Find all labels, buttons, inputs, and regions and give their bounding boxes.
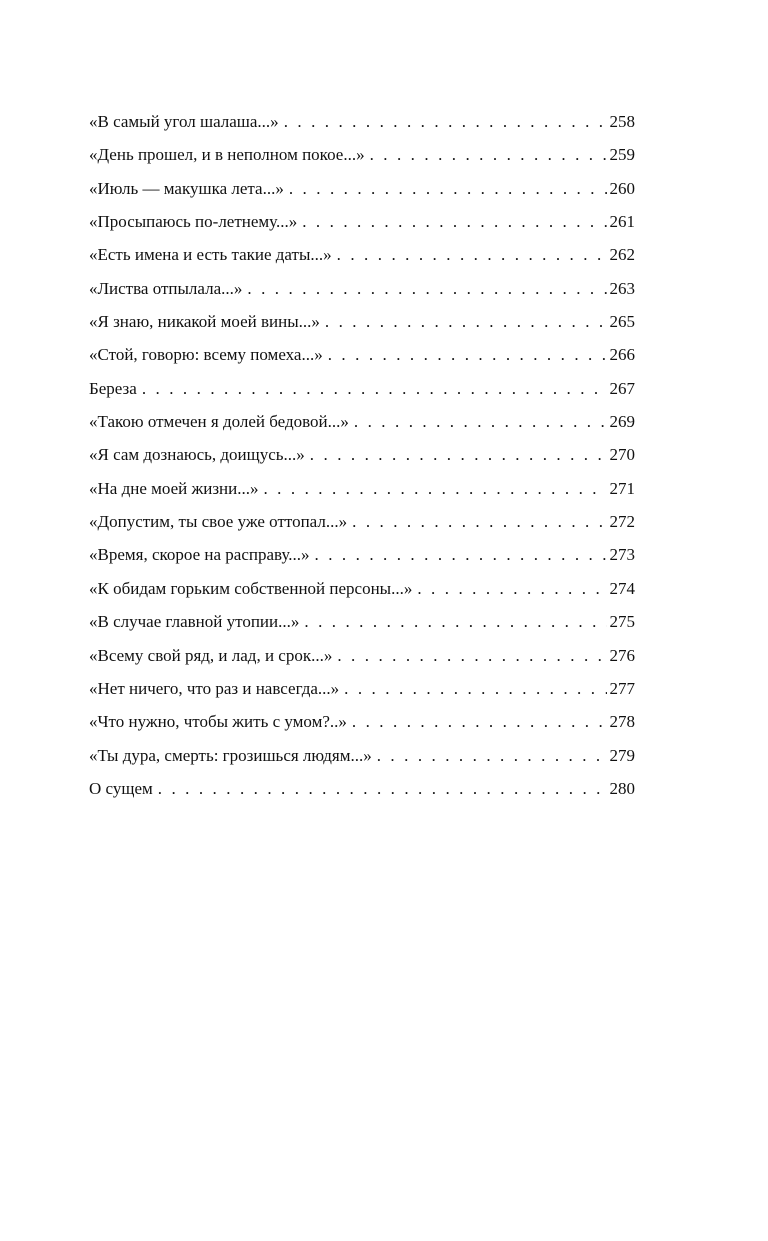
toc-entry bbox=[89, 579, 635, 612]
toc-entry-title: «Июль — макушка лета...» bbox=[89, 178, 284, 198]
toc-entry-title: «Ты дура, смерть: грозишься людям...» bbox=[89, 745, 372, 765]
toc-entry bbox=[89, 479, 635, 512]
toc-entry-title: «К обидам горьким собственной персоны...» bbox=[89, 578, 413, 598]
dot-leader bbox=[304, 612, 606, 632]
toc-entry-title: «Я знаю, никакой моей вины...» bbox=[89, 312, 320, 332]
toc-entry-page-number: 263 bbox=[609, 278, 635, 298]
toc-entry bbox=[89, 646, 635, 679]
toc-entry-page-number: 265 bbox=[609, 312, 635, 332]
toc-entry bbox=[89, 545, 635, 578]
toc-entry-title: «Просыпаюсь по-летнему...» bbox=[89, 212, 298, 232]
toc-entry-title: «В случае главной утопии...» bbox=[89, 612, 300, 632]
toc-entry-page-number: 261 bbox=[609, 212, 635, 232]
dot-leader bbox=[302, 212, 606, 232]
dot-leader bbox=[263, 479, 606, 499]
dot-leader bbox=[289, 179, 607, 199]
toc-entry-title: «Такою отмечен я долей бедовой...» bbox=[89, 412, 349, 432]
toc-entry bbox=[89, 245, 635, 278]
toc-entry-page-number: 280 bbox=[609, 778, 635, 798]
toc-entry-page-number: 279 bbox=[609, 745, 635, 765]
dot-leader bbox=[377, 746, 607, 766]
toc-entry-page-number: 259 bbox=[609, 145, 635, 165]
toc-entry bbox=[89, 345, 635, 378]
toc-entry-page-number: 258 bbox=[609, 112, 635, 131]
toc-entry bbox=[89, 112, 635, 145]
dot-leader bbox=[284, 112, 607, 132]
dot-leader bbox=[337, 646, 606, 666]
toc-entry bbox=[89, 712, 635, 745]
dot-leader bbox=[328, 345, 607, 365]
toc-entry-title: Береза bbox=[89, 378, 137, 398]
toc-entry-page-number: 266 bbox=[609, 345, 635, 365]
dot-leader bbox=[158, 779, 607, 799]
toc-entry-title: «Я сам дознаюсь, доищусь...» bbox=[89, 445, 305, 465]
toc-entry-title: «Листва отпылала...» bbox=[89, 278, 243, 298]
dot-leader bbox=[344, 679, 606, 699]
toc-entry bbox=[89, 512, 635, 545]
toc-entry-page-number: 272 bbox=[609, 512, 635, 532]
dot-leader bbox=[325, 312, 607, 332]
dot-leader bbox=[247, 279, 606, 299]
toc-entry-page-number: 260 bbox=[609, 178, 635, 198]
toc-entry-page-number: 269 bbox=[609, 412, 635, 432]
dot-leader bbox=[352, 512, 606, 532]
toc-entry bbox=[89, 779, 635, 812]
toc-entry-title: «Стой, говорю: всему помеха...» bbox=[89, 345, 323, 365]
toc-entry bbox=[89, 412, 635, 445]
dot-leader bbox=[310, 445, 607, 465]
toc-entry-page-number: 273 bbox=[609, 545, 635, 565]
toc-entry-title: О сущем bbox=[89, 778, 153, 798]
dot-leader bbox=[352, 712, 607, 732]
toc-entry-page-number: 267 bbox=[609, 378, 635, 398]
dot-leader bbox=[315, 545, 607, 565]
toc-entry bbox=[89, 279, 635, 312]
toc-entry-page-number: 262 bbox=[609, 245, 635, 265]
dot-leader bbox=[337, 245, 607, 265]
toc-entry bbox=[89, 145, 635, 178]
table-of-contents bbox=[89, 112, 635, 812]
toc-entry-title: «Время, скорое на расправу...» bbox=[89, 545, 310, 565]
toc-entry-page-number: 277 bbox=[609, 678, 635, 698]
toc-entry bbox=[89, 312, 635, 345]
toc-entry-title: «В самый угол шалаша...» bbox=[89, 112, 279, 131]
toc-entry-title: «Есть имена и есть такие даты...» bbox=[89, 245, 332, 265]
toc-entry-title: «День прошел, и в неполном покое...» bbox=[89, 145, 365, 165]
toc-entry-title: «Нет ничего, что раз и навсегда...» bbox=[89, 678, 340, 698]
toc-entry bbox=[89, 679, 635, 712]
toc-entry-page-number: 278 bbox=[609, 712, 635, 732]
toc-entry bbox=[89, 445, 635, 478]
toc-entry bbox=[89, 612, 635, 645]
toc-entry-title: «На дне моей жизни...» bbox=[89, 478, 259, 498]
toc-entry-title: «Допустим, ты свое уже оттопал...» bbox=[89, 512, 348, 532]
toc-entry-title: «Всему свой ряд, и лад, и срок...» bbox=[89, 645, 333, 665]
dot-leader bbox=[142, 379, 607, 399]
toc-entry-title: «Что нужно, чтобы жить с умом?..» bbox=[89, 712, 347, 732]
dot-leader bbox=[370, 145, 607, 165]
toc-entry-page-number: 271 bbox=[609, 478, 635, 498]
toc-entry-page-number: 275 bbox=[609, 612, 635, 632]
toc-entry bbox=[89, 379, 635, 412]
toc-entry bbox=[89, 746, 635, 779]
dot-leader bbox=[417, 579, 606, 599]
toc-entry-page-number: 270 bbox=[609, 445, 635, 465]
toc-entry bbox=[89, 212, 635, 245]
dot-leader bbox=[354, 412, 607, 432]
toc-entry bbox=[89, 179, 635, 212]
toc-entry-page-number: 276 bbox=[609, 645, 635, 665]
toc-entry-page-number: 274 bbox=[609, 578, 635, 598]
